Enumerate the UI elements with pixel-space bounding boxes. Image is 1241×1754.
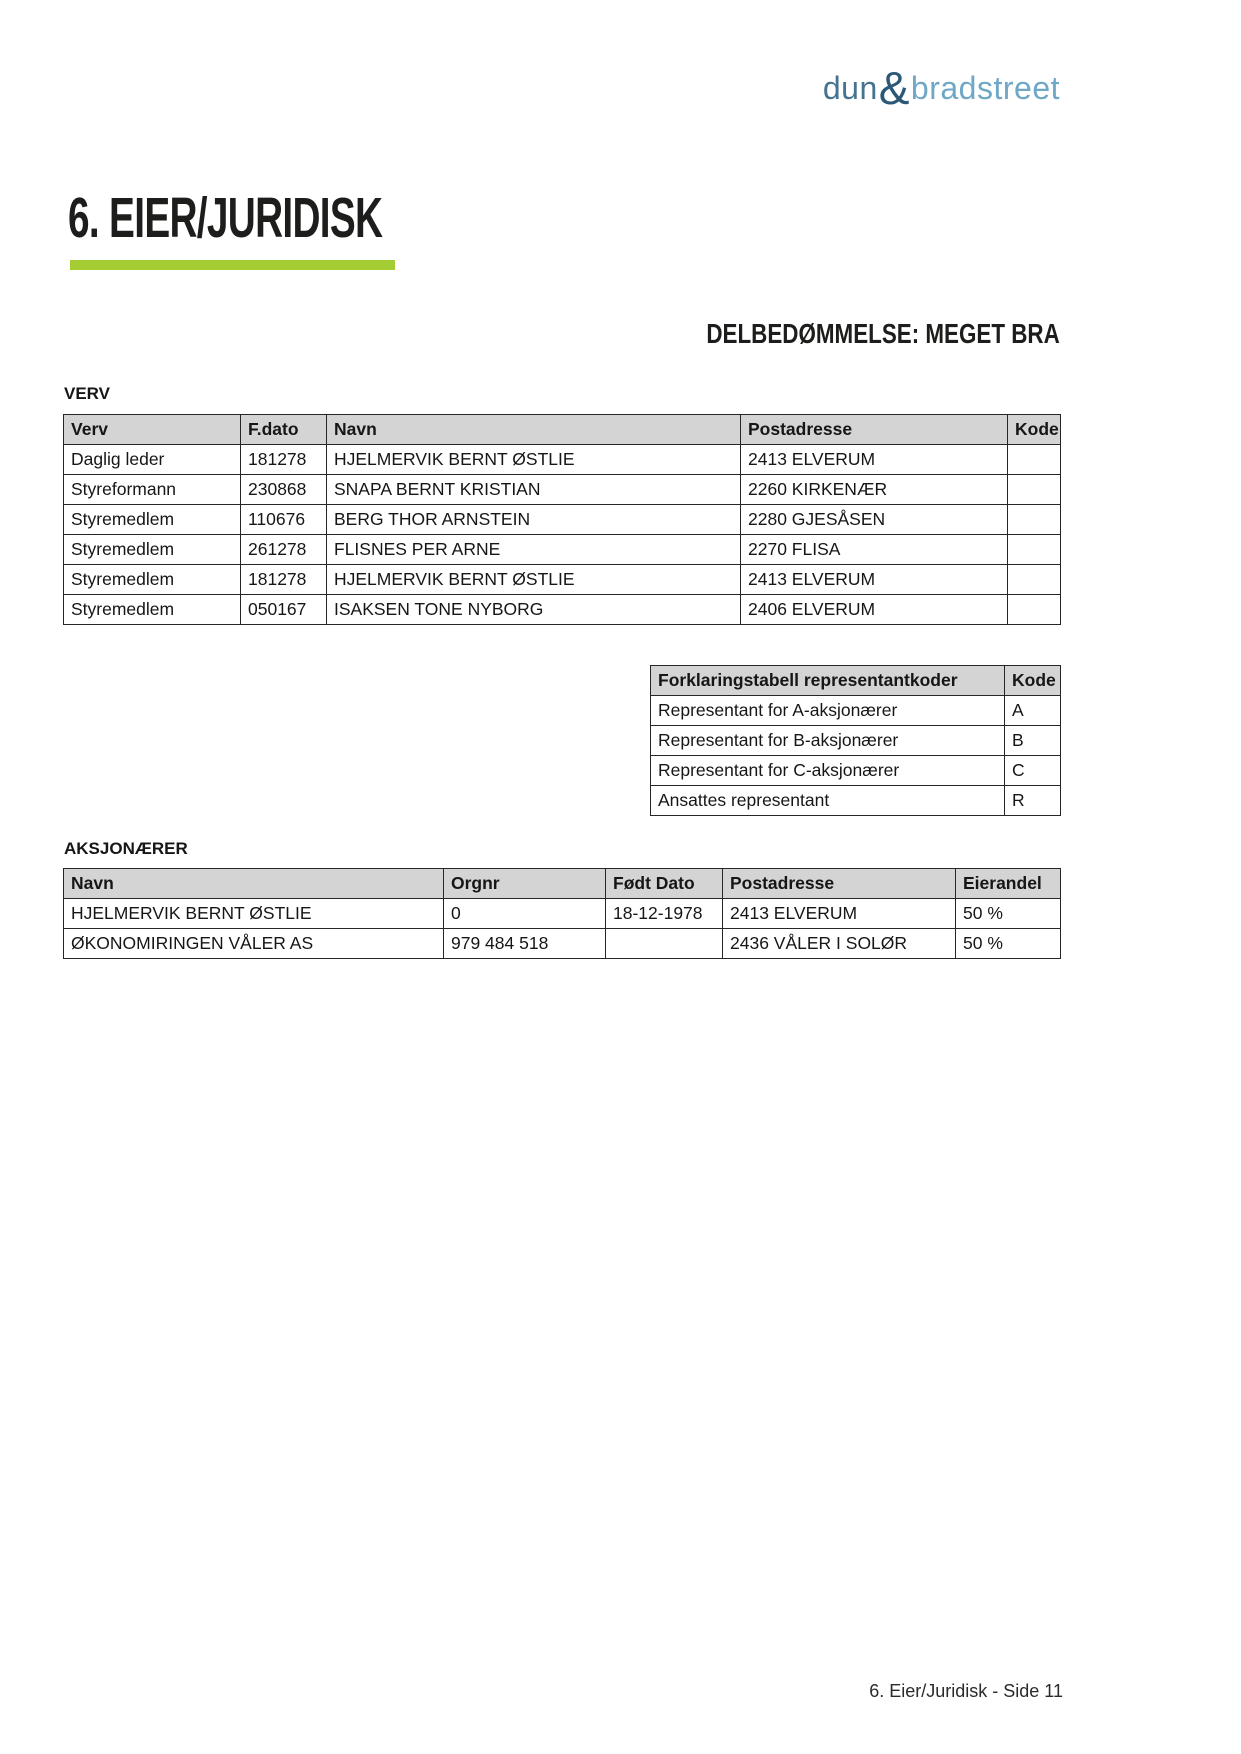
table-cell <box>1008 565 1061 595</box>
verv-header-navn: Navn <box>327 415 741 445</box>
table-cell: 2280 GJESÅSEN <box>741 505 1008 535</box>
representantkoder-table <box>650 665 1061 816</box>
table-row <box>64 899 1061 929</box>
table-cell <box>606 929 723 959</box>
table-row <box>64 505 1061 535</box>
table-cell: 261278 <box>241 535 327 565</box>
table-cell <box>1008 475 1061 505</box>
table-cell: HJELMERVIK BERNT ØSTLIE <box>64 899 444 929</box>
table-row <box>64 595 1061 625</box>
table-row <box>64 929 1061 959</box>
table-cell: Styremedlem <box>64 565 241 595</box>
table-cell: 2413 ELVERUM <box>741 445 1008 475</box>
table-cell: A <box>1005 696 1061 726</box>
table-cell: Styremedlem <box>64 505 241 535</box>
table-cell: 2413 ELVERUM <box>723 899 956 929</box>
table-cell: HJELMERVIK BERNT ØSTLIE <box>327 445 741 475</box>
table-cell: C <box>1005 756 1061 786</box>
table-cell: 2413 ELVERUM <box>741 565 1008 595</box>
koder-header-row <box>651 666 1061 696</box>
aksjonaerer-header-orgnr: Orgnr <box>444 869 606 899</box>
table-cell: Styremedlem <box>64 535 241 565</box>
aksjonaerer-table <box>63 868 1061 959</box>
table-cell: Representant for C-aksjonærer <box>651 756 1005 786</box>
koder-header-label: Forklaringstabell representantkoder <box>651 666 1005 696</box>
table-cell: Ansattes representant <box>651 786 1005 816</box>
table-cell <box>1008 445 1061 475</box>
table-cell: 110676 <box>241 505 327 535</box>
table-cell: BERG THOR ARNSTEIN <box>327 505 741 535</box>
verv-table <box>63 414 1061 625</box>
page-title: 6. EIER/JURIDISK <box>68 186 383 250</box>
table-cell: 181278 <box>241 445 327 475</box>
table-row <box>651 726 1061 756</box>
table-cell: 0 <box>444 899 606 929</box>
table-cell <box>1008 535 1061 565</box>
table-cell <box>1008 505 1061 535</box>
verv-header-kode: Kode <box>1008 415 1061 445</box>
table-cell: 2406 ELVERUM <box>741 595 1008 625</box>
table-cell: Daglig leder <box>64 445 241 475</box>
table-cell: B <box>1005 726 1061 756</box>
table-row <box>651 786 1061 816</box>
table-cell: HJELMERVIK BERNT ØSTLIE <box>327 565 741 595</box>
dun-bradstreet-logo: dun & bradstreet <box>822 62 1060 114</box>
verv-header-row <box>64 415 1061 445</box>
table-cell: 181278 <box>241 565 327 595</box>
aksjonaerer-header-eierandel: Eierandel <box>956 869 1061 899</box>
table-cell: ISAKSEN TONE NYBORG <box>327 595 741 625</box>
logo-dun-text: dun <box>822 70 878 106</box>
table-cell: Representant for A-aksjonærer <box>651 696 1005 726</box>
table-cell: 979 484 518 <box>444 929 606 959</box>
verv-header-fdato: F.dato <box>241 415 327 445</box>
table-cell: 50 % <box>956 929 1061 959</box>
aksjonaerer-header-postadresse: Postadresse <box>723 869 956 899</box>
page-footer: 6. Eier/Juridisk - Side 11 <box>869 1681 1063 1701</box>
table-row <box>64 475 1061 505</box>
verv-header-verv: Verv <box>64 415 241 445</box>
table-cell: 050167 <box>241 595 327 625</box>
table-cell: ØKONOMIRINGEN VÅLER AS <box>64 929 444 959</box>
table-cell: Styreformann <box>64 475 241 505</box>
koder-header-kode: Kode <box>1005 666 1061 696</box>
table-cell: Representant for B-aksjonærer <box>651 726 1005 756</box>
verv-header-postadresse: Postadresse <box>741 415 1008 445</box>
table-row <box>651 696 1061 726</box>
aksjonaerer-header-row <box>64 869 1061 899</box>
table-cell: FLISNES PER ARNE <box>327 535 741 565</box>
table-cell <box>1008 595 1061 625</box>
title-accent-bar <box>70 260 395 270</box>
verv-section-label: VERV <box>64 384 110 403</box>
table-cell: 18-12-1978 <box>606 899 723 929</box>
aksjonaerer-header-navn: Navn <box>64 869 444 899</box>
logo-bradstreet-text: bradstreet <box>910 70 1060 106</box>
subrating-heading: DELBEDØMMELSE: MEGET BRA <box>706 318 1060 349</box>
table-row <box>651 756 1061 786</box>
table-cell: 230868 <box>241 475 327 505</box>
table-cell: 50 % <box>956 899 1061 929</box>
aksjonaerer-header-fodtdato: Født Dato <box>606 869 723 899</box>
table-cell: SNAPA BERNT KRISTIAN <box>327 475 741 505</box>
aksjonaerer-section-label: AKSJONÆRER <box>64 839 188 858</box>
table-cell: 2260 KIRKENÆR <box>741 475 1008 505</box>
table-row <box>64 445 1061 475</box>
table-cell: 2436 VÅLER I SOLØR <box>723 929 956 959</box>
table-row <box>64 535 1061 565</box>
table-row <box>64 565 1061 595</box>
table-cell: Styremedlem <box>64 595 241 625</box>
table-cell: 2270 FLISA <box>741 535 1008 565</box>
table-cell: R <box>1005 786 1061 816</box>
